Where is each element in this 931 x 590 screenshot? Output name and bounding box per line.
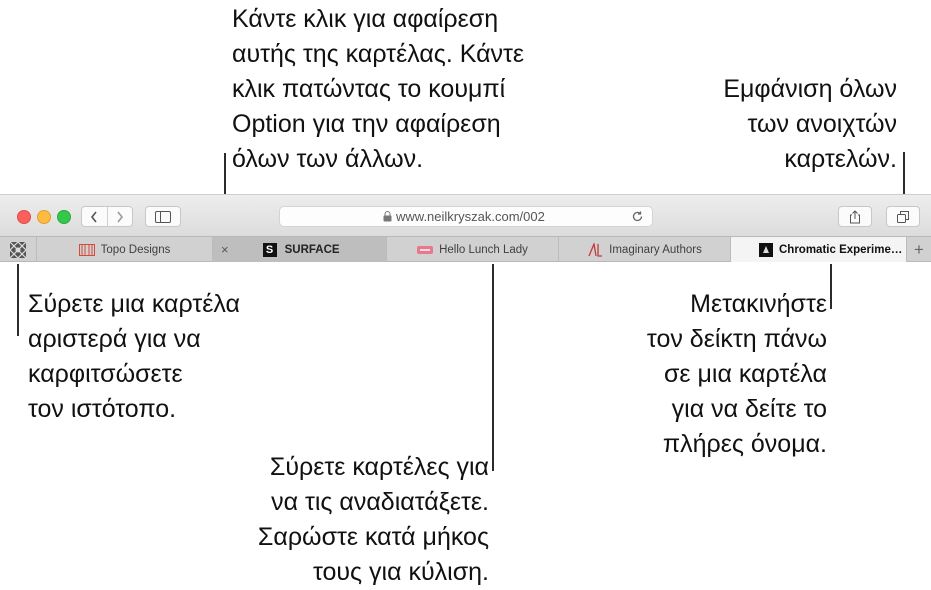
leader-line-hover: [830, 264, 832, 309]
tab-label: Hello Lunch Lady: [439, 243, 528, 256]
callout-hover-tab: Μετακινήστε τον δείκτη πάνω σε μια καρτέλα για να δείτε το πλήρες όνομα.: [646, 290, 827, 458]
ia-favicon: [587, 243, 603, 257]
callout-close-tab: Κάντε κλικ για αφαίρεση αυτής της καρτέλας. Κάντε κλικ πατώντας το κουμπί Option για την αφαίρεση όλων των άλλων.: [232, 5, 525, 173]
tab-hello-lunch-lady[interactable]: [386, 237, 558, 262]
chevron-left-icon: [90, 211, 98, 223]
forward-button[interactable]: [107, 207, 133, 226]
tab-imaginary-authors[interactable]: [558, 237, 730, 262]
tabs-overview-icon: [897, 211, 909, 223]
navigation-buttons: [81, 206, 133, 227]
sidebar-icon: [155, 211, 171, 223]
chromatic-favicon: [759, 243, 773, 257]
tab-chromatic-experiments[interactable]: [730, 237, 906, 262]
tab-label: Imaginary Authors: [609, 243, 702, 256]
share-icon: [849, 210, 861, 224]
surface-s-icon: S: [263, 243, 277, 257]
tab-label: Topo Designs: [100, 243, 171, 256]
tab-label: Chromatic Experime…: [779, 243, 903, 256]
tab-surface[interactable]: [212, 237, 386, 262]
topo-favicon: [79, 244, 95, 256]
hello-lunch-lady-favicon: [417, 245, 433, 255]
zoom-window-button[interactable]: [57, 210, 71, 224]
tab-bar: [0, 236, 931, 262]
address-bar[interactable]: [279, 206, 653, 227]
reload-icon[interactable]: [631, 210, 644, 223]
pinned-tab[interactable]: [0, 237, 36, 262]
chevron-right-icon: [116, 211, 124, 223]
new-tab-button[interactable]: +: [906, 237, 931, 262]
leader-line-pin: [17, 264, 19, 336]
callout-show-all-tabs: Εμφάνιση όλων των ανοιχτών καρτελών.: [723, 75, 897, 173]
callout-drag-tabs: Σύρετε καρτέλες για να τις αναδιατάξετε. Σαρώστε κατά μήκος τους για κύλιση.: [257, 453, 489, 586]
tab-label: SURFACE: [284, 243, 340, 256]
lock-icon: [383, 211, 392, 222]
tab-topo-designs[interactable]: [36, 237, 212, 262]
browser-toolbar: [0, 194, 931, 237]
minimize-window-button[interactable]: [37, 210, 51, 224]
pinned-site-icon: [10, 242, 26, 258]
close-window-button[interactable]: [17, 210, 31, 224]
share-button[interactable]: [838, 206, 872, 227]
url-text: www.neilkryszak.com/002: [396, 209, 545, 224]
close-tab-icon[interactable]: ×: [221, 242, 229, 257]
show-all-tabs-button[interactable]: [886, 206, 920, 227]
back-button[interactable]: [82, 207, 107, 226]
sidebar-button[interactable]: [145, 206, 181, 227]
leader-line-drag: [492, 264, 494, 471]
callout-pin-tab: Σύρετε μια καρτέλα αριστερά για να καρφιτσώσετε τον ιστότοπο.: [28, 290, 240, 423]
